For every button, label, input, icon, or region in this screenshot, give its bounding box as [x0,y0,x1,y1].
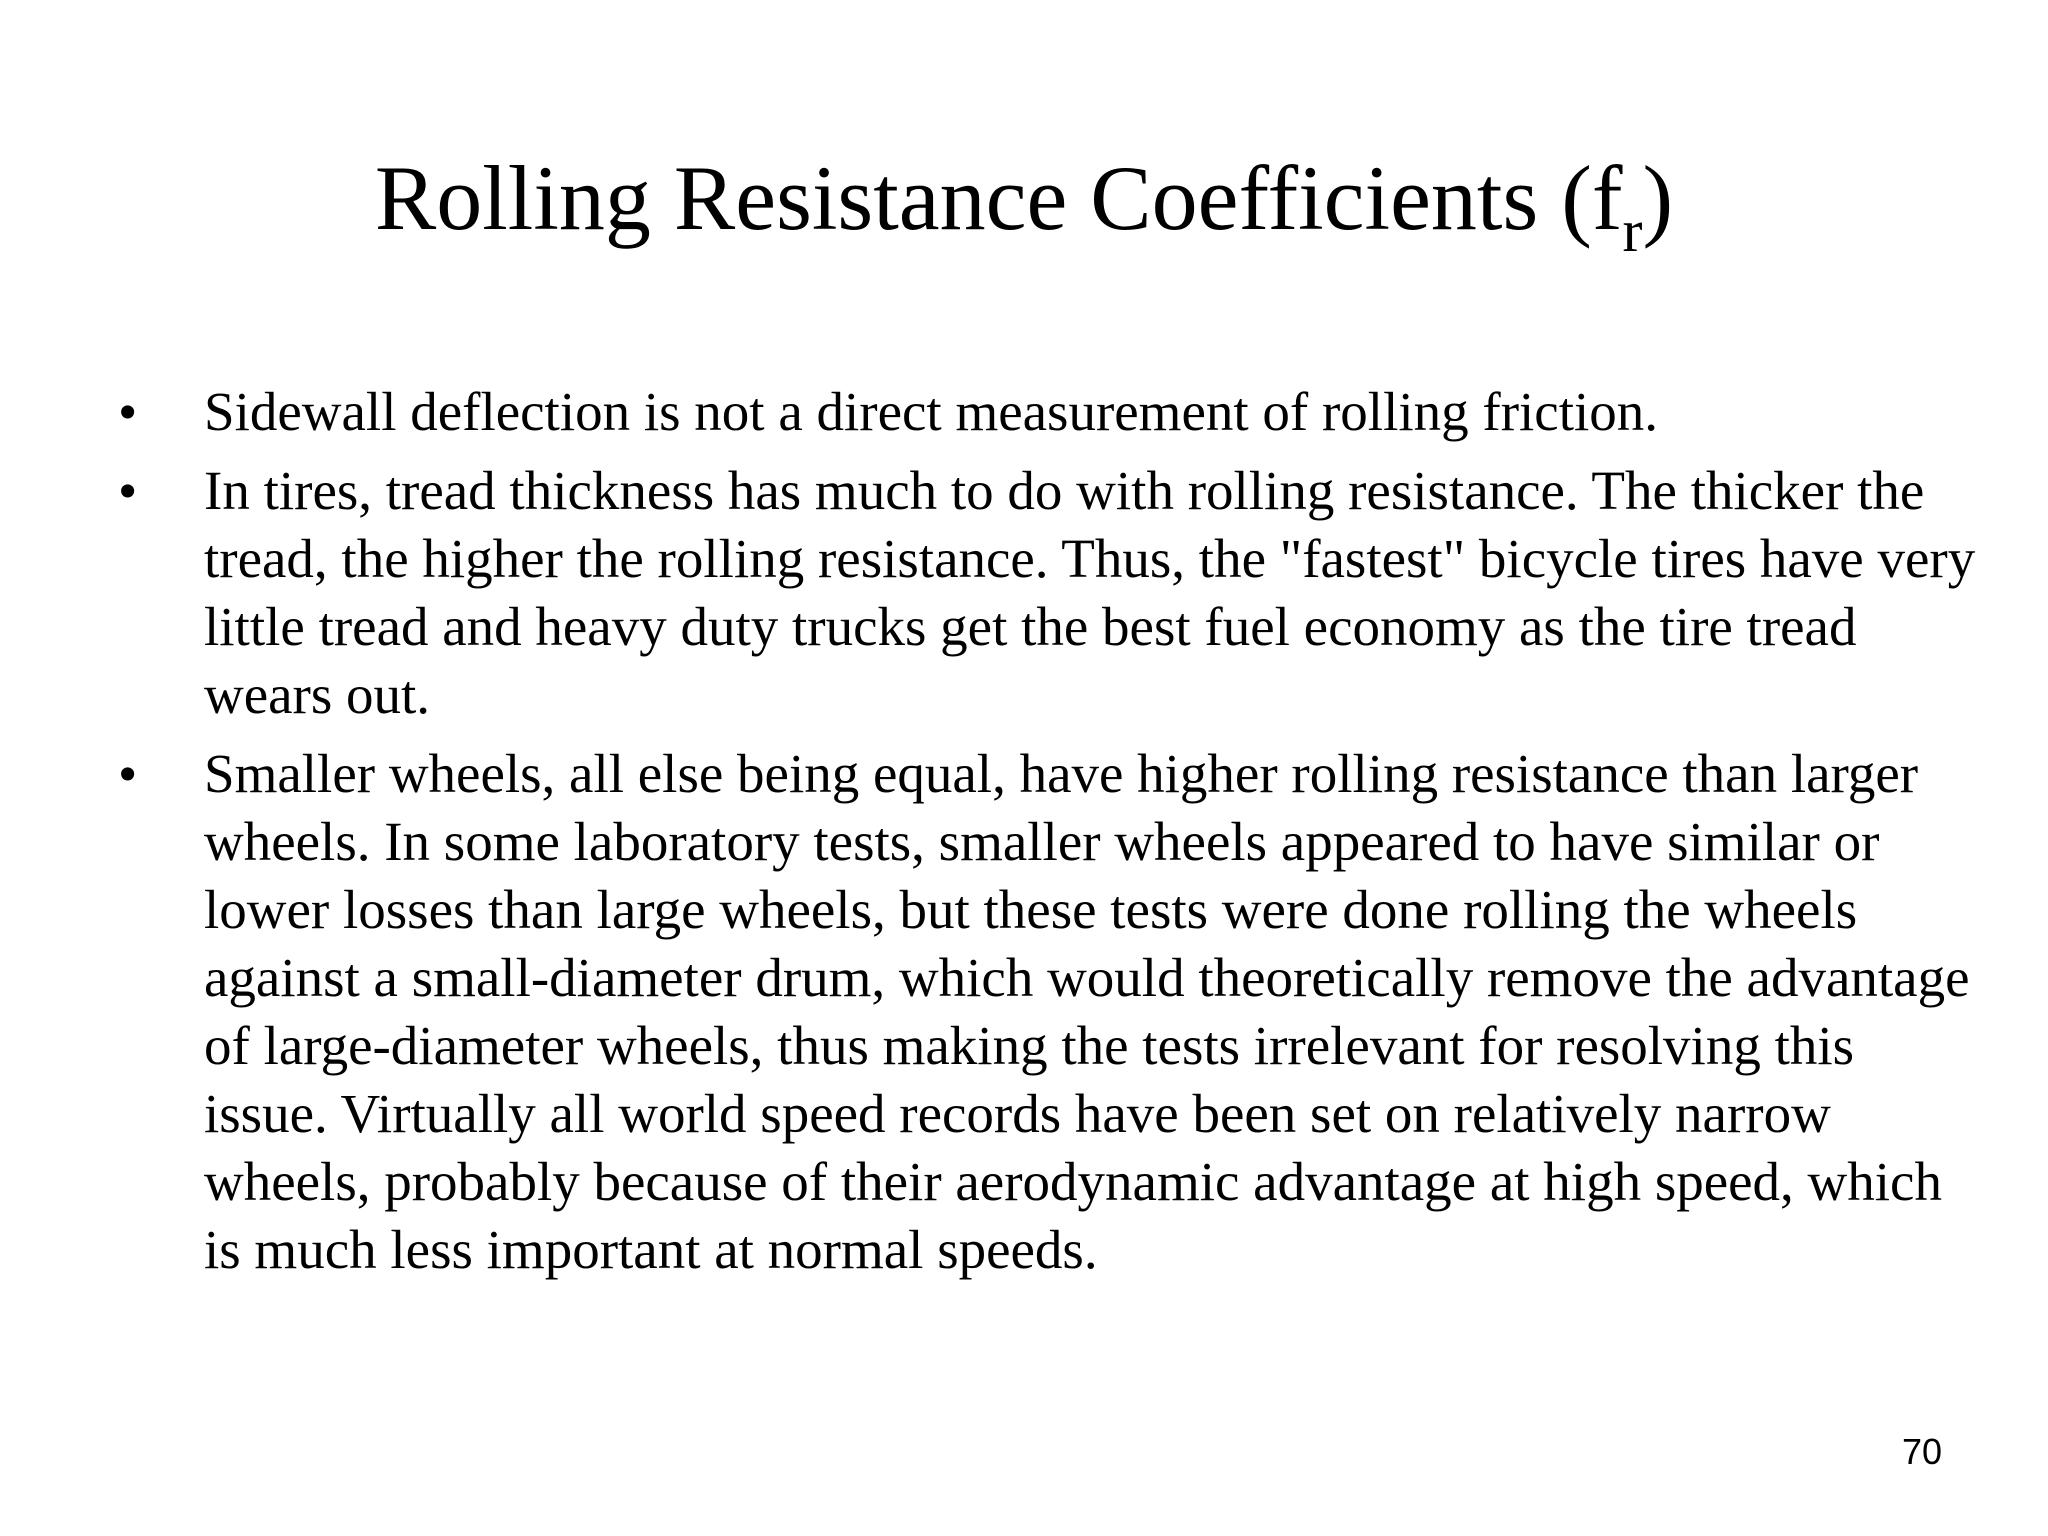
bullet-list [118,378,1978,1295]
bullet-item [118,740,1978,1284]
bullet-marker: • [118,381,138,442]
bullet-marker: • [118,460,138,521]
slide-title-subscript: r [1622,198,1643,264]
bullet-item [118,457,1978,729]
bullet-marker: • [118,743,138,804]
slide-title-text: Rolling Resistance Coefficients (f [374,147,1623,249]
bullet-text: In tires, tread thickness has much to do with rolling resistance. The thicker the tread, the higher the rolling resistance. Thus, the "fastest" bicycle tires have very little tread and heavy duty trucks get the best fuel economy as the tire tread wears out. [204,460,1976,725]
bullet-item [118,378,1978,446]
slide-title [0,143,2048,264]
slide-title-close: ) [1642,147,1674,249]
page-number: 70 [1901,1431,1942,1472]
bullet-text: Sidewall deflection is not a direct measurement of rolling friction. [204,381,1659,442]
bullet-text: Smaller wheels, all else being equal, have higher rolling resistance than larger wheels. In some laboratory tests, smaller wheels appeared to have similar or lower losses than large wheels, but these tests were done rolling the wheels against a small-diameter drum, which would theoretically remove the advantage of large-diameter wheels, thus making the tests irrelevant for resolving this issue. Virtually all world speed records have been set on relatively narrow wheels, probably because of their aerodynamic advantage at high speed, which is much less important at normal speeds. [204,743,1970,1280]
